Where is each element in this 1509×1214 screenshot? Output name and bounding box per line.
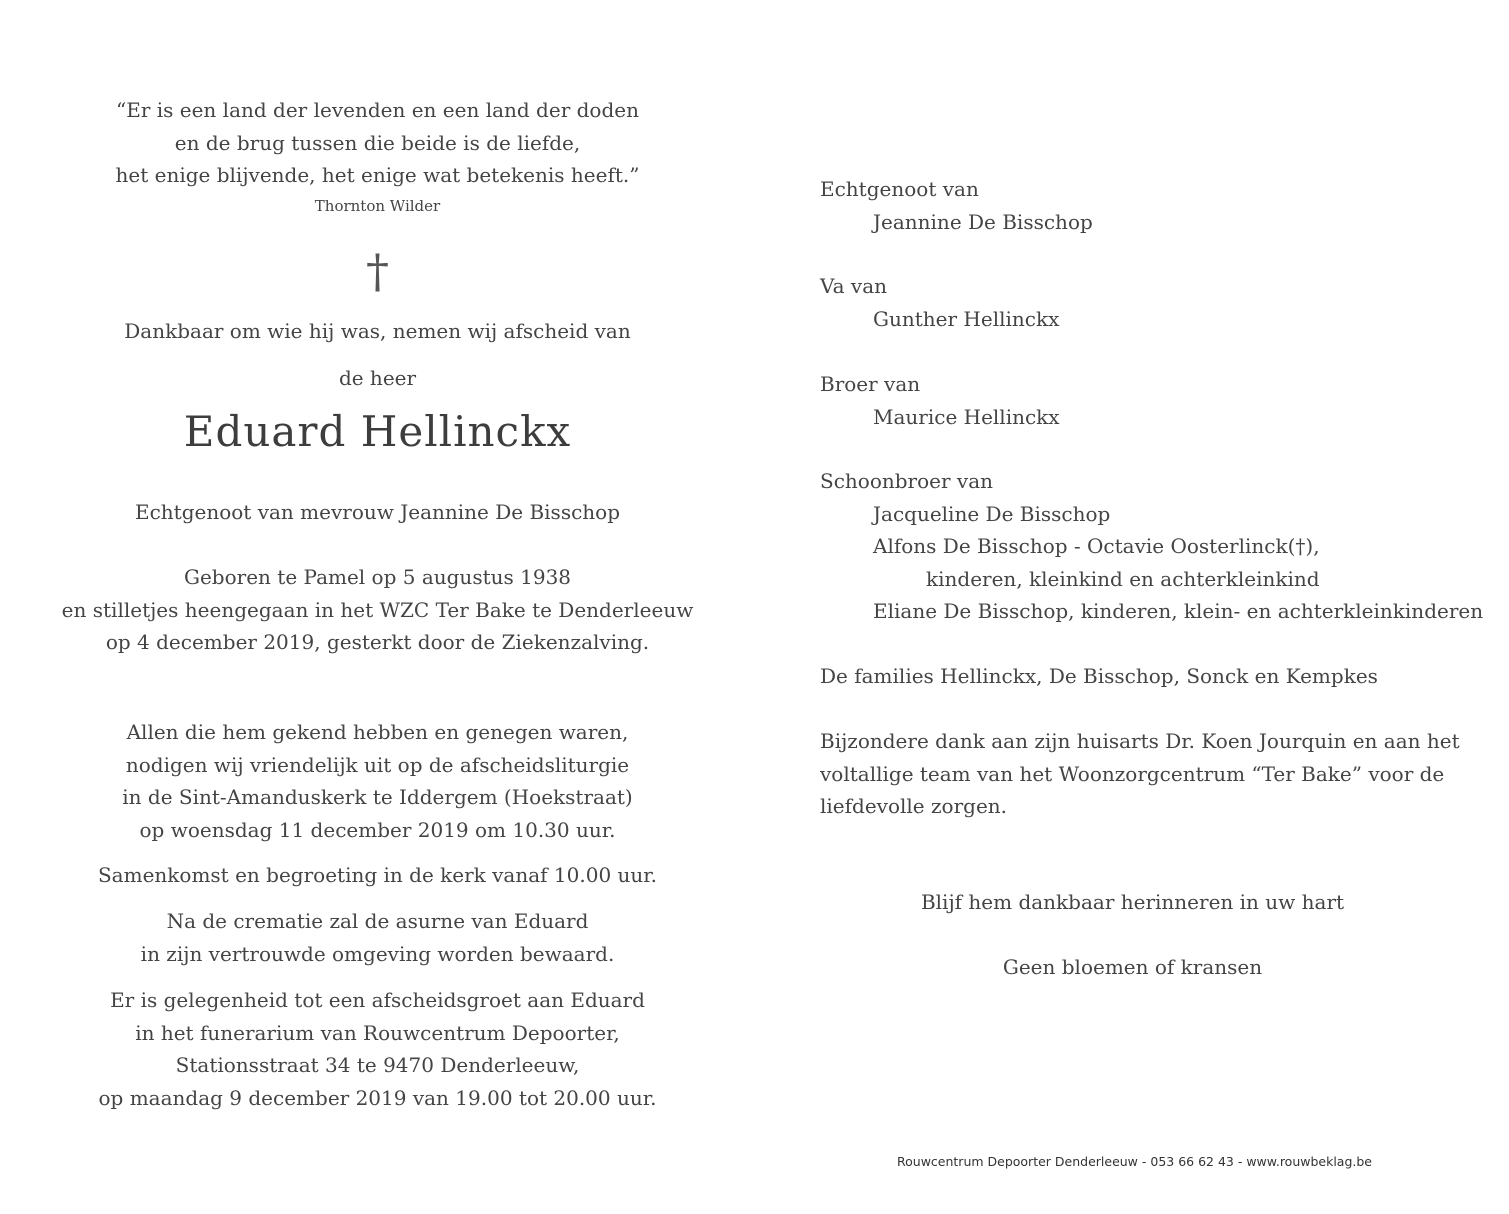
no-flowers-line	[820, 951, 1445, 984]
relative-descendants: kinderen, kleinkind en achterkleinkind	[926, 566, 1320, 591]
no-flowers-text: Geen bloemen of kransen	[1002, 955, 1263, 979]
spouse-line	[40, 496, 715, 529]
father-of-section	[820, 270, 1480, 335]
left-column	[40, 0, 715, 1214]
cremation-line: in zijn vertrouwde omgeving worden bewaard.	[140, 941, 615, 966]
spouse-of-section	[820, 173, 1480, 238]
birth-death-line: Geboren te Pamel op 5 augustus 1938	[183, 565, 572, 589]
remember-line	[820, 886, 1445, 919]
farewell-block	[40, 984, 715, 1114]
deceased-name-text: Eduard Hellinckx	[183, 407, 572, 456]
deceased-name	[40, 406, 715, 458]
relative-name: Alfons De Bisschop - Octavie Oosterlinck(†),	[873, 534, 1320, 558]
section-heading: Schoonbroer van	[820, 469, 994, 493]
birth-death-block	[40, 561, 715, 659]
farewell-line: in het funerarium van Rouwcentrum Depoorter,	[135, 1020, 620, 1045]
birth-death-line: en stilletjes heengegaan in het WZC Ter Bake te Denderleeuw	[61, 597, 694, 622]
section-heading: Echtgenoot van	[820, 177, 979, 201]
relative-name: Maurice Hellinckx	[873, 404, 1060, 429]
brother-in-law-section	[820, 465, 1484, 628]
thanks-paragraph	[820, 725, 1480, 823]
birth-death-line: op 4 december 2019, gesterkt door de Ziekenzalving.	[105, 630, 650, 654]
quote-line: het enige blijvende, het enige wat betekenis heeft.”	[115, 163, 640, 187]
invitation-line: op woensdag 11 december 2019 om 10.30 uur.	[139, 817, 616, 842]
cross-symbol: †	[366, 244, 389, 298]
right-column	[820, 0, 1484, 1214]
title-prefix	[40, 362, 715, 395]
remember-text: Blijf hem dankbaar herinneren in uw hart	[920, 890, 1345, 914]
invitation-line: Allen die hem gekend hebben en genegen waren,	[126, 720, 629, 744]
brother-of-section	[820, 368, 1480, 433]
cross-icon	[40, 246, 715, 296]
section-heading: Broer van	[820, 372, 921, 396]
farewell-line: op maandag 9 december 2019 van 19.00 tot 20.00 uur.	[98, 1085, 657, 1110]
relative-name: Jacqueline De Bisschop	[873, 501, 1111, 526]
footer-contact: Rouwcentrum Depoorter Denderleeuw - 053 66 62 43 - www.rouwbeklag.be	[897, 1154, 1372, 1169]
farewell-line: Er is gelegenheid tot een afscheidsgroet aan Eduard	[110, 988, 645, 1012]
invitation-line: nodigen wij vriendelijk uit op de afscheidsliturgie	[125, 752, 630, 777]
invitation-line: in de Sint-Amanduskerk te Iddergem (Hoekstraat)	[122, 785, 633, 809]
farewell-line: Stationsstraat 34 te 9470 Denderleeuw,	[175, 1053, 580, 1077]
families-line	[820, 660, 1480, 693]
spouse-line-text: Echtgenoot van mevrouw Jeannine De Bisschop	[134, 500, 621, 524]
cremation-line: Na de crematie zal de asurne van Eduard	[166, 909, 589, 933]
intro-text	[40, 315, 715, 348]
gathering-text	[40, 859, 715, 892]
title-prefix-text: de heer	[338, 366, 417, 390]
thanks-text: Bijzondere dank aan zijn huisarts Dr. Koen Jourquin en aan het voltallige team van het Woonzorgcentrum “Ter Bake” voor de liefdevolle zorgen.	[820, 729, 1460, 818]
relative-name: Eliane De Bisschop, kinderen, klein- en achterkleinkinderen	[873, 599, 1484, 623]
relative-name: Jeannine De Bisschop	[873, 209, 1093, 234]
section-heading: Va van	[820, 274, 887, 298]
invitation-block	[40, 716, 715, 846]
quote-block	[40, 94, 715, 216]
relative-name: Gunther Hellinckx	[873, 306, 1060, 331]
gathering-line: Samenkomst en begroeting in de kerk vanaf 10.00 uur.	[97, 863, 658, 887]
families-text: De families Hellinckx, De Bisschop, Sonck en Kempkes	[820, 664, 1378, 688]
quote-author: Thornton Wilder	[314, 196, 441, 215]
cremation-block	[40, 905, 715, 970]
intro-line: Dankbaar om wie hij was, nemen wij afscheid van	[124, 319, 631, 343]
quote-line: en de brug tussen die beide is de liefde,	[174, 130, 581, 155]
quote-line: “Er is een land der levenden en een land der doden	[116, 98, 639, 122]
